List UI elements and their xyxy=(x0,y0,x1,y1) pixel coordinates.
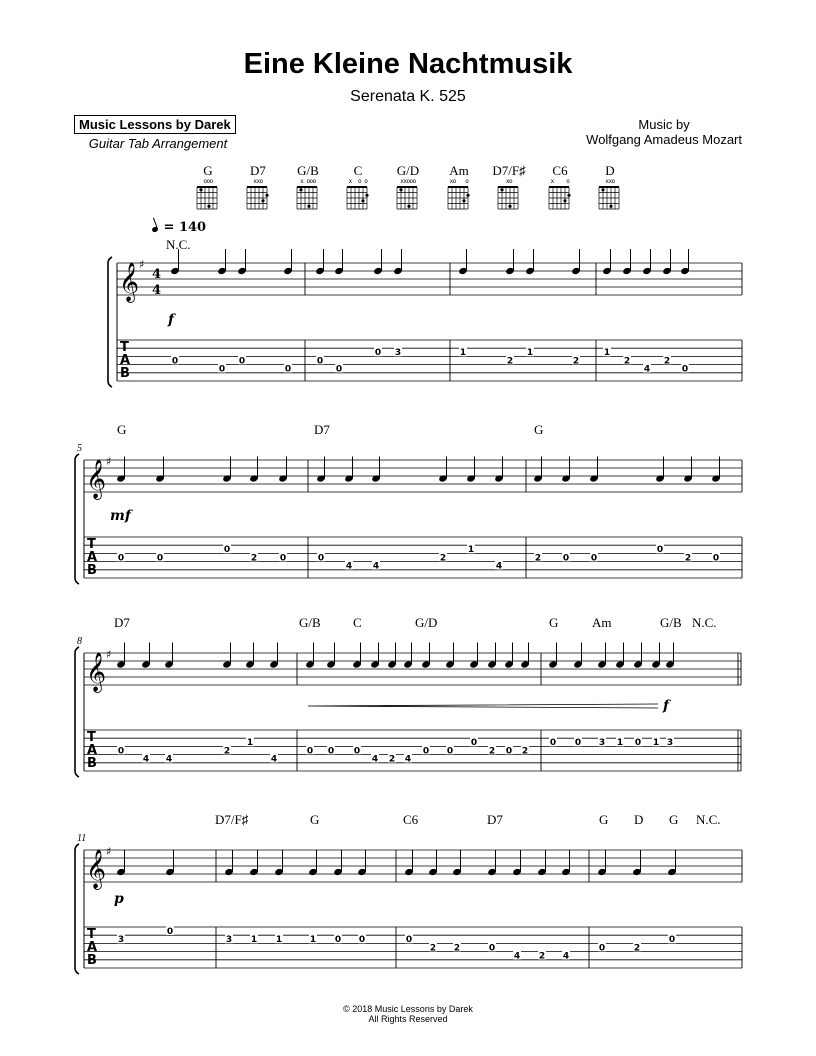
rights-text: All Rights Reserved xyxy=(368,1014,448,1024)
tab-clef-icon: A xyxy=(87,743,98,758)
chord-symbol: D7 xyxy=(114,615,130,630)
fret-number: 4 xyxy=(495,561,503,572)
footer xyxy=(0,1004,816,1024)
chord-diagram-markers: xo xyxy=(505,178,513,185)
chord-symbol: G xyxy=(310,812,320,827)
chord-symbol: G xyxy=(549,615,559,630)
chord-diagram-markers: xo o xyxy=(449,178,469,185)
song-subtitle: Serenata K. 525 xyxy=(350,88,466,105)
fret-number: 0 xyxy=(446,746,454,757)
bar-number: 5 xyxy=(77,443,82,454)
sharp-icon: ♯ xyxy=(106,845,112,858)
fret-number: 0 xyxy=(405,935,413,946)
time-signature: 4 xyxy=(152,267,162,282)
chord-symbol: G xyxy=(534,422,544,437)
fret-number: 0 xyxy=(279,553,287,564)
fret-number: 0 xyxy=(316,356,324,367)
fret-number: 1 xyxy=(652,738,660,749)
tab-clef-icon: A xyxy=(87,550,98,565)
chord-symbol: D7/F♯ xyxy=(215,812,249,827)
chord-diagram-name: G/D xyxy=(396,163,420,178)
fret-number: 3 xyxy=(666,738,674,749)
sharp-icon: ♯ xyxy=(139,258,145,271)
dynamic-marking: mf xyxy=(110,508,131,524)
fret-number: 4 xyxy=(165,754,173,765)
fret-number: 2 xyxy=(534,553,542,564)
dynamic-marking: f xyxy=(663,698,670,714)
fret-number: 4 xyxy=(513,951,521,962)
fret-number: 0 xyxy=(334,935,342,946)
fret-number: 1 xyxy=(616,738,624,749)
tab-clef-icon: B xyxy=(87,953,97,968)
fret-number: 4 xyxy=(270,754,278,765)
fret-number: 2 xyxy=(521,746,529,757)
fret-number: 4 xyxy=(643,364,651,375)
tab-clef-icon: B xyxy=(87,756,97,771)
chord-symbol: D xyxy=(634,812,644,827)
chord-symbol: G/B xyxy=(299,615,321,630)
fret-number: 0 xyxy=(327,746,335,757)
tab-clef-icon: T xyxy=(87,537,96,552)
fret-number: 0 xyxy=(284,364,292,375)
fret-number: 4 xyxy=(372,561,380,572)
fret-number: 1 xyxy=(250,935,258,946)
fret-number: 4 xyxy=(562,951,570,962)
fret-number: 1 xyxy=(526,348,534,359)
tab-clef-icon: A xyxy=(87,940,98,955)
chord-diagram-markers: xxooo xyxy=(400,178,416,185)
fret-number: 0 xyxy=(156,553,164,564)
fret-number: 2 xyxy=(633,943,641,954)
chord-symbol: G xyxy=(117,422,127,437)
fret-number: 2 xyxy=(223,746,231,757)
fret-number: 2 xyxy=(506,356,514,367)
copyright-text: © 2018 Music Lessons by Darek xyxy=(343,1004,473,1014)
fret-number: 0 xyxy=(171,356,179,367)
chord-diagram-name: C6 xyxy=(552,163,568,178)
chord-diagram-name: G/B xyxy=(297,163,319,178)
fret-number: 1 xyxy=(246,738,254,749)
fret-number: 0 xyxy=(574,738,582,749)
fret-number: 2 xyxy=(623,356,631,367)
time-signature: 4 xyxy=(152,283,162,298)
fret-number: 3 xyxy=(117,935,125,946)
chord-symbol: N.C. xyxy=(696,812,721,827)
chord-symbol: N.C. xyxy=(692,615,717,630)
fret-number: 4 xyxy=(404,754,412,765)
chord-symbol: G xyxy=(599,812,609,827)
fret-number: 0 xyxy=(656,545,664,556)
chord-symbol: G/D xyxy=(415,615,438,630)
chord-diagram-name: G xyxy=(203,163,213,178)
chord-diagram-markers: x ooo xyxy=(300,178,316,185)
fret-number: 0 xyxy=(238,356,246,367)
fret-number: 0 xyxy=(223,545,231,556)
system-bracket xyxy=(75,647,79,777)
sharp-icon: ♯ xyxy=(106,455,112,468)
chord-symbol: Am xyxy=(592,615,612,630)
fret-number: 0 xyxy=(117,746,125,757)
tab-clef-icon: A xyxy=(120,353,131,368)
chord-symbol: N.C. xyxy=(166,237,191,252)
fret-number: 0 xyxy=(306,746,314,757)
tab-clef-icon: T xyxy=(120,340,129,355)
fret-number: 0 xyxy=(590,553,598,564)
system-bracket xyxy=(75,454,79,584)
song-title: Eine Kleine Nachtmusik xyxy=(243,48,573,80)
tempo-value: = 140 xyxy=(163,220,207,235)
brand-box: Music Lessons by Darek xyxy=(74,115,236,134)
fret-number: 4 xyxy=(142,754,150,765)
chord-diagram-name: C xyxy=(353,163,363,178)
fret-number: 0 xyxy=(488,943,496,954)
crescendo-hairpin xyxy=(308,704,658,708)
fret-number: 0 xyxy=(374,348,382,359)
fret-number: 0 xyxy=(505,746,513,757)
sharp-icon: ♯ xyxy=(106,648,112,661)
fret-number: 3 xyxy=(225,935,233,946)
fret-number: 2 xyxy=(663,356,671,367)
dynamic-marking: p xyxy=(114,891,124,907)
tab-clef-icon: T xyxy=(87,730,96,745)
bar-number: 11 xyxy=(77,833,87,844)
chord-diagram-name: D7/F♯ xyxy=(492,163,526,178)
chord-diagram-markers: xxo xyxy=(605,178,615,185)
chord-diagram-name: D7 xyxy=(250,163,266,178)
fret-number: 2 xyxy=(453,943,461,954)
tab-clef-icon: B xyxy=(87,563,97,578)
system-bracket xyxy=(75,844,79,974)
treble-clef-icon: 𝄞 xyxy=(86,459,107,499)
fret-number: 0 xyxy=(358,935,366,946)
fret-number: 2 xyxy=(538,951,546,962)
fret-number: 0 xyxy=(634,738,642,749)
fret-number: 4 xyxy=(371,754,379,765)
chord-symbol: C xyxy=(353,615,362,630)
chord-diagram-name: D xyxy=(605,163,615,178)
fret-number: 0 xyxy=(549,738,557,749)
fret-number: 2 xyxy=(429,943,437,954)
chord-symbol: G xyxy=(669,812,679,827)
credit-line-1: Music by xyxy=(638,117,690,132)
chord-diagram-name: Am xyxy=(449,163,469,178)
fret-number: 0 xyxy=(668,935,676,946)
fret-number: 0 xyxy=(317,553,325,564)
chord-symbol: D7 xyxy=(487,812,503,827)
fret-number: 4 xyxy=(345,561,353,572)
credit-line-2: Wolfgang Amadeus Mozart xyxy=(586,132,742,147)
fret-number: 1 xyxy=(603,348,611,359)
fret-number: 3 xyxy=(394,348,402,359)
fret-number: 1 xyxy=(309,935,317,946)
arrangement-label: Guitar Tab Arrangement xyxy=(88,136,228,151)
fret-number: 2 xyxy=(572,356,580,367)
tab-clef-icon: T xyxy=(87,927,96,942)
fret-number: 2 xyxy=(488,746,496,757)
treble-clef-icon: 𝄞 xyxy=(86,849,107,889)
fret-number: 0 xyxy=(166,927,174,937)
system-bracket xyxy=(108,257,112,387)
fret-number: 0 xyxy=(335,364,343,375)
bar-number: 8 xyxy=(77,636,82,647)
chord-symbol: C6 xyxy=(403,812,419,827)
fret-number: 2 xyxy=(439,553,447,564)
fret-number: 1 xyxy=(275,935,283,946)
chord-symbol: D7 xyxy=(314,422,330,437)
fret-number: 2 xyxy=(250,553,258,564)
treble-clef-icon: 𝄞 xyxy=(119,262,140,302)
chord-diagram-markers: x o xyxy=(550,178,570,185)
fret-number: 1 xyxy=(467,545,475,556)
chord-diagram-markers: xxo xyxy=(253,178,263,185)
fret-number: 0 xyxy=(422,746,430,757)
fret-number: 1 xyxy=(459,348,467,359)
fret-number: 0 xyxy=(470,738,478,749)
dynamic-marking: f xyxy=(168,312,175,328)
tab-clef-icon: B xyxy=(120,366,130,381)
fret-number: 0 xyxy=(218,364,226,375)
chord-symbol: G/B xyxy=(660,615,682,630)
fret-number: 3 xyxy=(598,738,606,749)
fret-number: 2 xyxy=(684,553,692,564)
fret-number: 2 xyxy=(388,754,396,765)
treble-clef-icon: 𝄞 xyxy=(86,652,107,692)
chord-diagram-markers: x o o xyxy=(348,178,368,185)
fret-number: 0 xyxy=(562,553,570,564)
fret-number: 0 xyxy=(598,943,606,954)
fret-number: 0 xyxy=(117,553,125,564)
chord-diagram-markers: ooo xyxy=(203,178,213,185)
fret-number: 0 xyxy=(353,746,361,757)
fret-number: 0 xyxy=(712,553,720,564)
fret-number: 0 xyxy=(681,364,689,375)
